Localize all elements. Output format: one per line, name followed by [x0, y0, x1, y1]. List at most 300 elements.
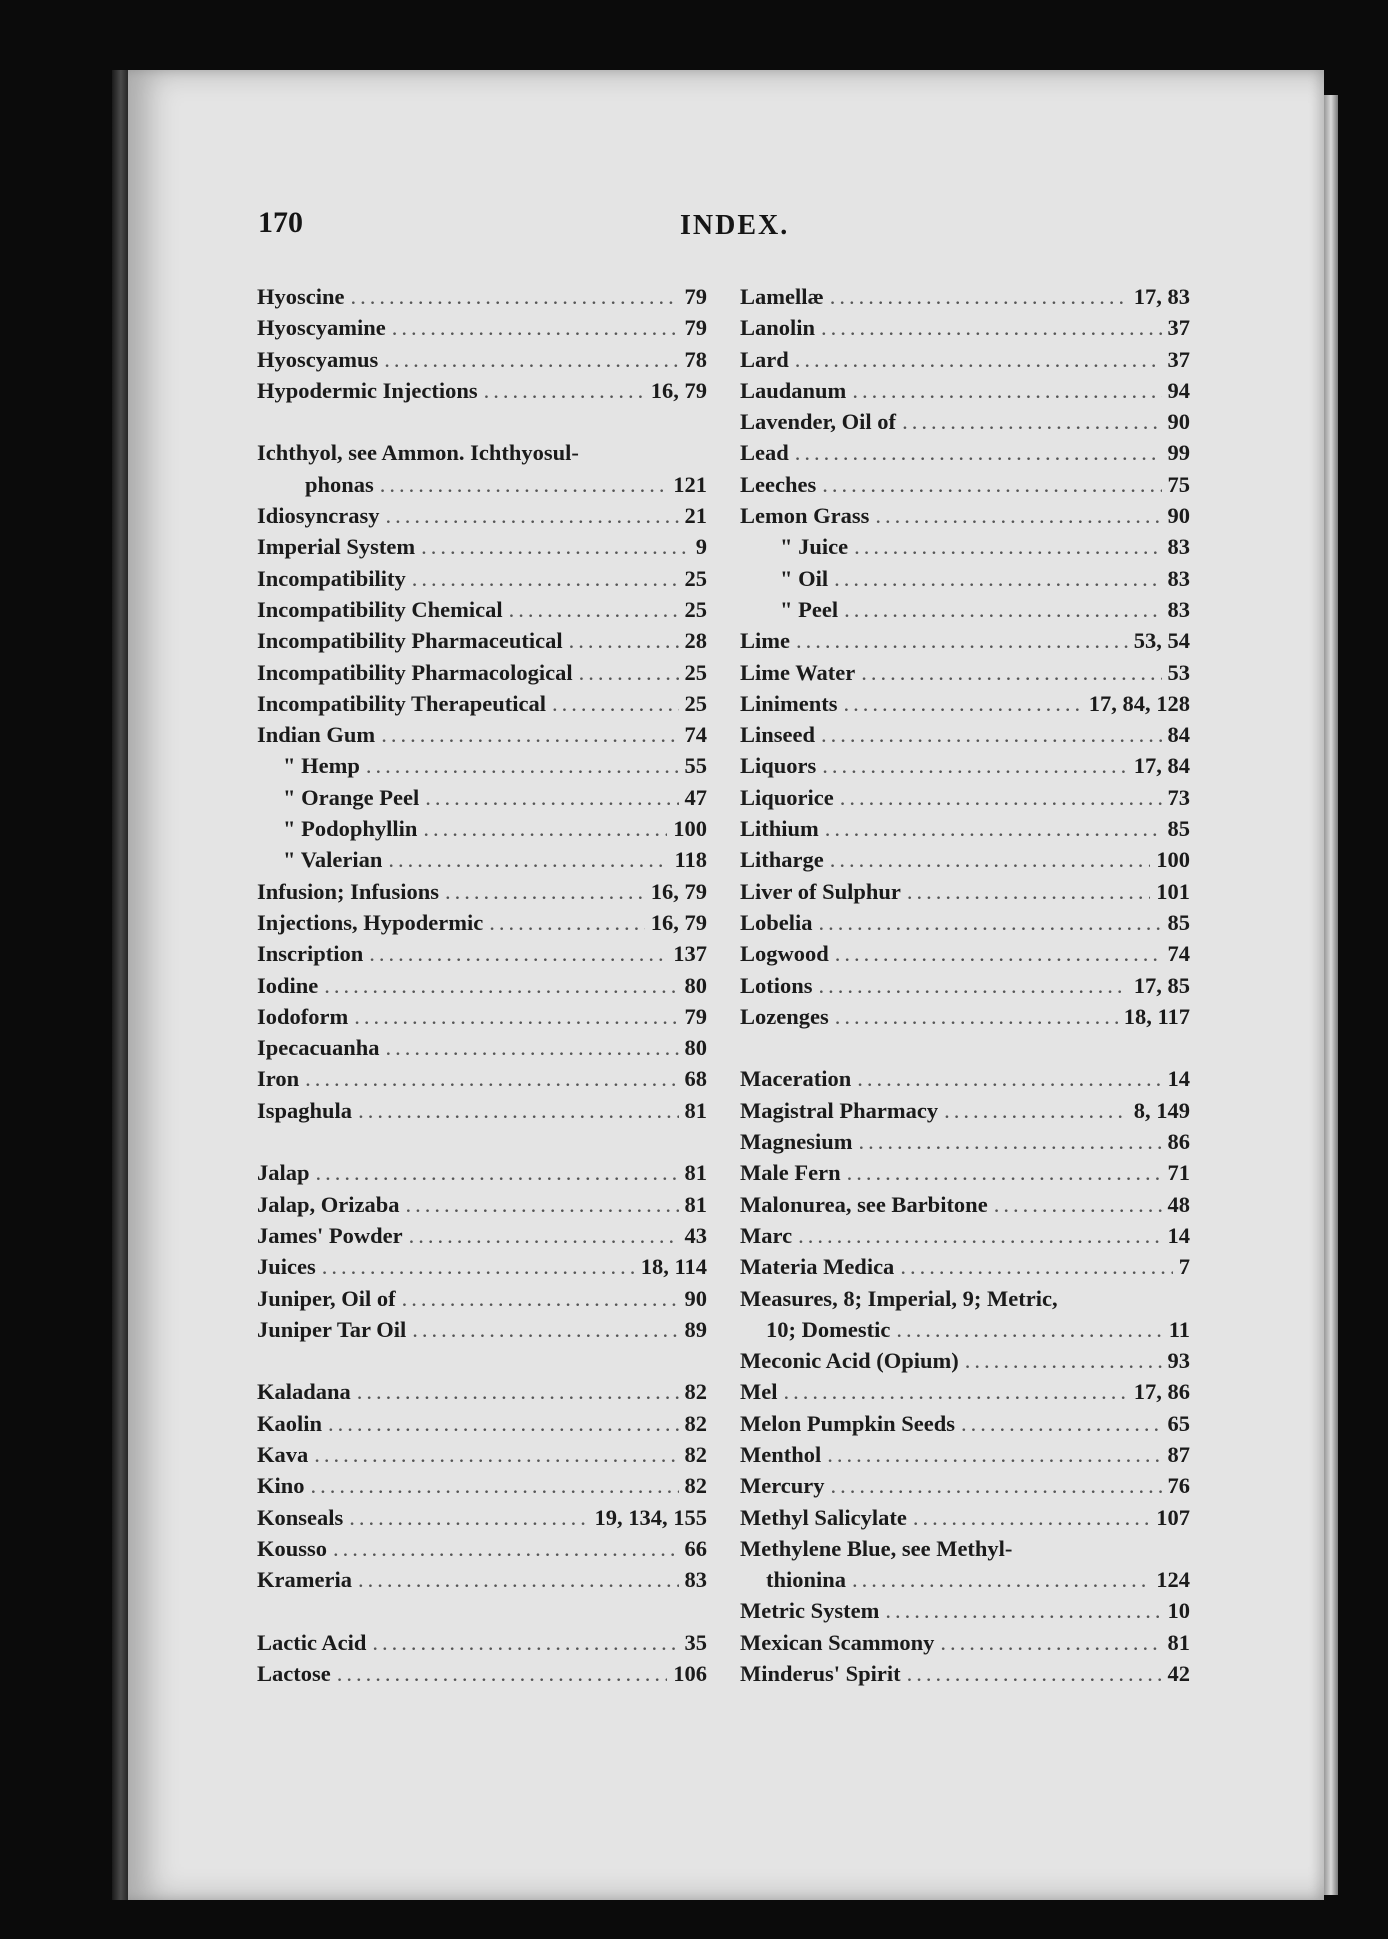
index-term: Incompatibility — [257, 565, 406, 591]
index-page-refs: 48 — [1167, 1191, 1190, 1217]
index-term: Melon Pumpkin Seeds — [740, 1410, 956, 1436]
dot-leader — [944, 1098, 1128, 1124]
dot-leader — [311, 1473, 679, 1499]
dot-leader — [795, 347, 1162, 373]
index-page-refs: 7 — [1178, 1254, 1190, 1280]
index-page-refs: 28 — [684, 628, 707, 654]
dot-leader — [384, 347, 678, 373]
dot-leader — [825, 816, 1162, 842]
page-number: 170 — [258, 206, 303, 239]
index-term: Hyoscine — [257, 284, 345, 309]
index-page-refs: 47 — [684, 784, 707, 810]
index-entry — [740, 1348, 1190, 1379]
index-term: Lobelia — [740, 909, 813, 935]
index-entry — [257, 284, 707, 315]
index-page-refs: 16, 79 — [650, 909, 707, 935]
dot-leader — [569, 628, 679, 654]
index-term: Liniments — [740, 690, 838, 716]
index-page-refs: 81 — [684, 1191, 707, 1217]
index-page-refs: 76 — [1167, 1473, 1190, 1499]
index-page-refs: 17, 83 — [1133, 284, 1190, 309]
index-term: Imperial System — [257, 534, 416, 560]
index-term: " Peel — [780, 596, 839, 622]
index-term: Mexican Scammony — [740, 1629, 935, 1655]
dot-leader — [900, 1254, 1172, 1280]
dot-leader — [913, 1505, 1150, 1531]
index-entry — [740, 597, 1190, 628]
index-entry — [257, 785, 707, 816]
dot-leader — [857, 1066, 1161, 1092]
dot-leader — [579, 660, 679, 686]
index-term: Incompatibility Pharmaceutical — [257, 628, 563, 654]
index-entry — [257, 722, 707, 753]
index-term: Konseals — [257, 1504, 344, 1530]
next-page-edge — [1324, 95, 1338, 1895]
index-entry — [740, 660, 1190, 691]
index-term: Inscription — [257, 941, 364, 967]
index-term: " Oil — [780, 565, 829, 591]
index-entry — [740, 534, 1190, 565]
dot-leader — [552, 691, 679, 717]
index-term: thionina — [766, 1567, 847, 1593]
index-page-refs: 68 — [684, 1066, 707, 1092]
index-term: Injections, Hypodermic — [257, 909, 484, 935]
dot-leader — [835, 941, 1162, 967]
index-term: Mercury — [740, 1473, 825, 1499]
index-page-refs: 78 — [684, 346, 707, 372]
index-entry — [740, 1066, 1190, 1097]
index-page-refs: 10 — [1167, 1598, 1190, 1624]
dot-leader — [445, 879, 645, 905]
index-entry — [740, 1567, 1190, 1598]
index-page-refs: 21 — [684, 503, 707, 529]
index-page-refs: 17, 84 — [1133, 753, 1190, 779]
index-entry — [740, 879, 1190, 910]
index-term: Lemon Grass — [740, 503, 870, 529]
index-page-refs: 8, 149 — [1133, 1097, 1190, 1123]
index-page-refs: 25 — [684, 659, 707, 685]
dot-leader — [835, 1004, 1118, 1030]
index-page-refs: 90 — [1167, 409, 1190, 435]
index-page-refs: 100 — [673, 816, 707, 842]
index-entry — [257, 1567, 707, 1598]
index-page-refs: 80 — [684, 972, 707, 998]
index-entry — [740, 440, 1190, 471]
index-term: Juniper, Oil of — [257, 1285, 396, 1311]
index-page-refs: 55 — [684, 753, 707, 779]
dot-leader — [852, 1567, 1150, 1593]
dot-leader — [366, 753, 679, 779]
dot-leader — [854, 534, 1161, 560]
index-page-refs: 82 — [684, 1410, 707, 1436]
index-page-refs: 16, 79 — [650, 377, 707, 403]
index-entry — [257, 1317, 707, 1348]
index-page-refs: 81 — [684, 1160, 707, 1186]
dot-leader — [392, 315, 679, 341]
index-entry — [257, 534, 707, 565]
index-term: Marc — [740, 1222, 793, 1248]
index-entry — [257, 1473, 707, 1504]
index-section-gap — [740, 1035, 1190, 1066]
index-section-gap — [257, 1348, 707, 1379]
dot-leader — [795, 440, 1162, 466]
index-entry — [257, 1192, 707, 1223]
dot-leader — [796, 628, 1128, 654]
dot-leader — [381, 722, 678, 748]
index-page-refs: 79 — [684, 284, 707, 309]
index-page-refs: 37 — [1167, 346, 1190, 372]
index-term: Hyoscyamus — [257, 346, 379, 372]
index-page-refs: 137 — [673, 941, 707, 967]
index-entry — [740, 691, 1190, 722]
index-entry — [740, 1379, 1190, 1410]
index-term: Lime — [740, 628, 790, 654]
index-entry — [257, 1505, 707, 1536]
index-entry — [740, 1129, 1190, 1160]
index-page-refs: 100 — [1156, 847, 1190, 873]
dot-leader — [421, 534, 690, 560]
dot-leader — [409, 1223, 679, 1249]
index-term: Mel — [740, 1379, 778, 1405]
dot-leader — [798, 1223, 1161, 1249]
index-entry — [257, 1630, 707, 1661]
index-page-refs: 85 — [1167, 909, 1190, 935]
index-entry — [257, 1379, 707, 1410]
dot-leader — [372, 1630, 678, 1656]
index-page-refs: 94 — [1167, 377, 1190, 403]
dot-leader — [386, 503, 679, 529]
index-term: Iodoform — [257, 1003, 349, 1029]
index-page-refs: 53 — [1167, 659, 1190, 685]
index-term: Lactic Acid — [257, 1629, 367, 1655]
index-page-refs: 124 — [1156, 1567, 1190, 1593]
index-term: Liver of Sulphur — [740, 878, 901, 904]
dot-leader — [358, 1098, 678, 1124]
index-entry — [257, 566, 707, 597]
index-entry — [740, 1505, 1190, 1536]
index-page-refs: 118 — [674, 847, 707, 873]
index-page-refs: 14 — [1167, 1222, 1190, 1248]
index-term: Incompatibility Pharmacological — [257, 659, 573, 685]
index-term: Jalap — [257, 1160, 310, 1186]
index-page-refs: 25 — [684, 596, 707, 622]
index-term: Metric System — [740, 1598, 880, 1624]
dot-leader — [484, 378, 645, 404]
index-term: " Hemp — [283, 753, 360, 779]
index-page-refs: 11 — [1168, 1316, 1190, 1342]
index-term: Minderus' Spirit — [740, 1661, 901, 1687]
dot-leader — [380, 472, 667, 498]
index-page-refs: 14 — [1167, 1066, 1190, 1092]
index-entry — [257, 1004, 707, 1035]
index-term: Male Fern — [740, 1160, 841, 1186]
index-term: Magnesium — [740, 1129, 853, 1155]
index-entry — [740, 1411, 1190, 1442]
index-page-refs: 35 — [684, 1629, 707, 1655]
index-page-refs: 107 — [1156, 1504, 1190, 1530]
dot-leader — [859, 1129, 1162, 1155]
index-entry — [740, 1192, 1190, 1223]
index-page-refs: 85 — [1167, 816, 1190, 842]
index-entry — [740, 1536, 1190, 1567]
index-entry — [740, 910, 1190, 941]
index-term: Indian Gum — [257, 722, 376, 748]
dot-leader — [896, 1317, 1162, 1343]
dot-leader — [322, 1254, 635, 1280]
index-page-refs: 82 — [684, 1441, 707, 1467]
index-entry — [740, 1473, 1190, 1504]
index-page-refs: 90 — [1167, 503, 1190, 529]
index-entry — [740, 284, 1190, 315]
index-page-refs: 93 — [1167, 1348, 1190, 1374]
index-term: " Orange Peel — [283, 784, 420, 810]
index-page-refs: 17, 85 — [1133, 972, 1190, 998]
dot-leader — [406, 1192, 679, 1218]
dot-leader — [875, 503, 1161, 529]
index-page-refs: 74 — [684, 722, 707, 748]
index-page-refs: 43 — [684, 1222, 707, 1248]
dot-leader — [940, 1630, 1161, 1656]
index-entry — [740, 1442, 1190, 1473]
index-term: Ichthyol, see Ammon. Ichthyosul- — [257, 440, 579, 466]
index-term: Iron — [257, 1066, 300, 1092]
index-entry — [257, 1098, 707, 1129]
index-term: Lime Water — [740, 659, 856, 685]
running-head: INDEX. — [680, 210, 790, 241]
dot-leader — [840, 785, 1162, 811]
index-page-refs: 81 — [684, 1097, 707, 1123]
index-entry — [257, 1411, 707, 1442]
dot-leader — [489, 910, 645, 936]
dot-leader — [844, 691, 1083, 717]
dot-leader — [821, 315, 1161, 341]
dot-leader — [907, 1661, 1162, 1687]
dot-leader — [412, 1317, 678, 1343]
index-entry — [740, 847, 1190, 878]
index-term: " Juice — [780, 534, 849, 560]
index-term: Kava — [257, 1441, 309, 1467]
index-column-right — [740, 284, 1190, 1692]
index-entry — [257, 1160, 707, 1191]
index-page-refs: 17, 84, 128 — [1088, 690, 1190, 716]
index-entry — [257, 816, 707, 847]
index-page-refs: 99 — [1167, 440, 1190, 466]
index-page-refs: 42 — [1167, 1661, 1190, 1687]
index-term: Liquorice — [740, 784, 834, 810]
dot-leader — [328, 1411, 678, 1437]
index-term: Liquors — [740, 753, 817, 779]
dot-leader — [412, 566, 679, 592]
index-entry — [740, 1661, 1190, 1692]
index-term: Magistral Pharmacy — [740, 1097, 939, 1123]
dot-leader — [822, 472, 1161, 498]
index-entry — [257, 440, 707, 471]
dot-leader — [819, 973, 1128, 999]
index-entry — [257, 691, 707, 722]
index-page-refs: 37 — [1167, 315, 1190, 341]
index-term: Maceration — [740, 1066, 852, 1092]
index-entry — [740, 315, 1190, 346]
index-entry — [257, 472, 707, 503]
dot-leader — [852, 378, 1161, 404]
index-page-refs: 86 — [1167, 1129, 1190, 1155]
index-term: Lotions — [740, 972, 813, 998]
index-entry — [257, 628, 707, 659]
index-entry — [740, 753, 1190, 784]
index-term: Ipecacuanha — [257, 1035, 380, 1061]
index-term: Lanolin — [740, 315, 816, 341]
dot-leader — [305, 1066, 678, 1092]
index-term: Lead — [740, 440, 789, 466]
index-entry — [740, 1317, 1190, 1348]
index-entry — [740, 1160, 1190, 1191]
index-entry — [257, 660, 707, 691]
index-entry — [740, 472, 1190, 503]
index-entry — [257, 879, 707, 910]
dot-leader — [333, 1536, 678, 1562]
dot-leader — [821, 722, 1161, 748]
index-term: Litharge — [740, 847, 824, 873]
dot-leader — [844, 597, 1161, 623]
dot-leader — [902, 409, 1161, 435]
dot-leader — [994, 1192, 1162, 1218]
index-entry — [740, 722, 1190, 753]
index-term: Juniper Tar Oil — [257, 1316, 407, 1342]
index-entry — [740, 1223, 1190, 1254]
index-page-refs: 65 — [1167, 1410, 1190, 1436]
index-entry — [740, 941, 1190, 972]
index-term: Lactose — [257, 1661, 331, 1687]
index-page-refs: 79 — [684, 1003, 707, 1029]
index-term: Krameria — [257, 1567, 352, 1593]
dot-leader — [827, 1442, 1161, 1468]
dot-leader — [830, 284, 1128, 310]
dot-leader — [351, 284, 679, 310]
index-page-refs: 83 — [1167, 565, 1190, 591]
index-page-refs: 83 — [1167, 596, 1190, 622]
index-section-gap — [257, 409, 707, 440]
index-entry — [257, 503, 707, 534]
index-column-left — [257, 284, 707, 1692]
dot-leader — [386, 1035, 679, 1061]
index-entry — [740, 503, 1190, 534]
index-term: Lithium — [740, 816, 819, 842]
index-page-refs: 83 — [1167, 534, 1190, 560]
index-page-refs: 82 — [684, 1473, 707, 1499]
dot-leader — [349, 1505, 588, 1531]
dot-leader — [388, 847, 668, 873]
index-page-refs: 74 — [1167, 941, 1190, 967]
index-term: Logwood — [740, 941, 829, 967]
dot-leader — [834, 566, 1161, 592]
index-term: Lozenges — [740, 1003, 829, 1029]
index-entry — [740, 1630, 1190, 1661]
index-term: Kousso — [257, 1535, 328, 1561]
index-entry — [740, 973, 1190, 1004]
index-term: Iodine — [257, 972, 319, 998]
index-term: Meconic Acid (Opium) — [740, 1348, 959, 1374]
index-page-refs: 84 — [1167, 722, 1190, 748]
index-term: Laudanum — [740, 377, 847, 403]
dot-leader — [819, 910, 1162, 936]
index-entry — [257, 1223, 707, 1254]
dot-leader — [423, 816, 667, 842]
index-entry — [257, 378, 707, 409]
index-term: Kaladana — [257, 1379, 351, 1405]
index-entry — [740, 1004, 1190, 1035]
index-term: Idiosyncrasy — [257, 503, 380, 529]
index-page-refs: 73 — [1167, 784, 1190, 810]
index-term: Incompatibility Chemical — [257, 596, 503, 622]
index-term: Jalap, Orizaba — [257, 1191, 400, 1217]
dot-leader — [402, 1286, 679, 1312]
dot-leader — [357, 1379, 679, 1405]
index-page-refs: 75 — [1167, 471, 1190, 497]
index-page-refs: 106 — [673, 1661, 707, 1687]
index-entry — [257, 1035, 707, 1066]
index-page-refs: 19, 134, 155 — [594, 1504, 707, 1530]
index-page-refs: 87 — [1167, 1441, 1190, 1467]
dot-leader — [885, 1598, 1161, 1624]
dot-leader — [316, 1160, 679, 1186]
index-page-refs: 121 — [673, 471, 707, 497]
index-term: Ispaghula — [257, 1097, 353, 1123]
index-entry — [740, 1254, 1190, 1285]
index-entry — [740, 1098, 1190, 1129]
dot-leader — [831, 1473, 1162, 1499]
index-entry — [257, 1442, 707, 1473]
index-term: James' Powder — [257, 1222, 403, 1248]
index-term: Leeches — [740, 471, 817, 497]
index-section-gap — [257, 1129, 707, 1160]
index-page-refs: 83 — [684, 1567, 707, 1593]
index-page-refs: 9 — [695, 534, 707, 560]
dot-leader — [337, 1661, 668, 1687]
dot-leader — [861, 660, 1161, 686]
index-page-refs: 71 — [1167, 1160, 1190, 1186]
index-term: phonas — [305, 471, 374, 497]
index-page-refs: 80 — [684, 1035, 707, 1061]
index-entry — [257, 910, 707, 941]
index-term: Lard — [740, 346, 789, 372]
index-term: Measures, 8; Imperial, 9; Metric, — [740, 1285, 1058, 1311]
index-term: Juices — [257, 1254, 316, 1280]
index-page-refs: 25 — [684, 690, 707, 716]
index-term: Malonurea, see Barbitone — [740, 1191, 988, 1217]
index-term: Incompatibility Therapeutical — [257, 690, 546, 716]
index-term: Kino — [257, 1473, 305, 1499]
index-term: " Podophyllin — [283, 816, 418, 842]
index-page-refs: 53, 54 — [1133, 628, 1190, 654]
index-page-refs: 89 — [684, 1316, 707, 1342]
index-page-refs: 18, 114 — [640, 1254, 707, 1280]
index-term: Menthol — [740, 1441, 822, 1467]
index-term: Linseed — [740, 722, 816, 748]
dot-leader — [324, 973, 678, 999]
index-page-refs: 66 — [684, 1535, 707, 1561]
dot-leader — [314, 1442, 678, 1468]
index-term: Kaolin — [257, 1410, 323, 1436]
index-page-refs: 82 — [684, 1379, 707, 1405]
index-page-refs: 18, 117 — [1123, 1003, 1190, 1029]
index-entry — [257, 347, 707, 378]
dot-leader — [369, 941, 667, 967]
index-entry — [257, 1066, 707, 1097]
index-entry — [740, 409, 1190, 440]
index-entry — [257, 1286, 707, 1317]
index-entry — [740, 816, 1190, 847]
index-entry — [740, 378, 1190, 409]
